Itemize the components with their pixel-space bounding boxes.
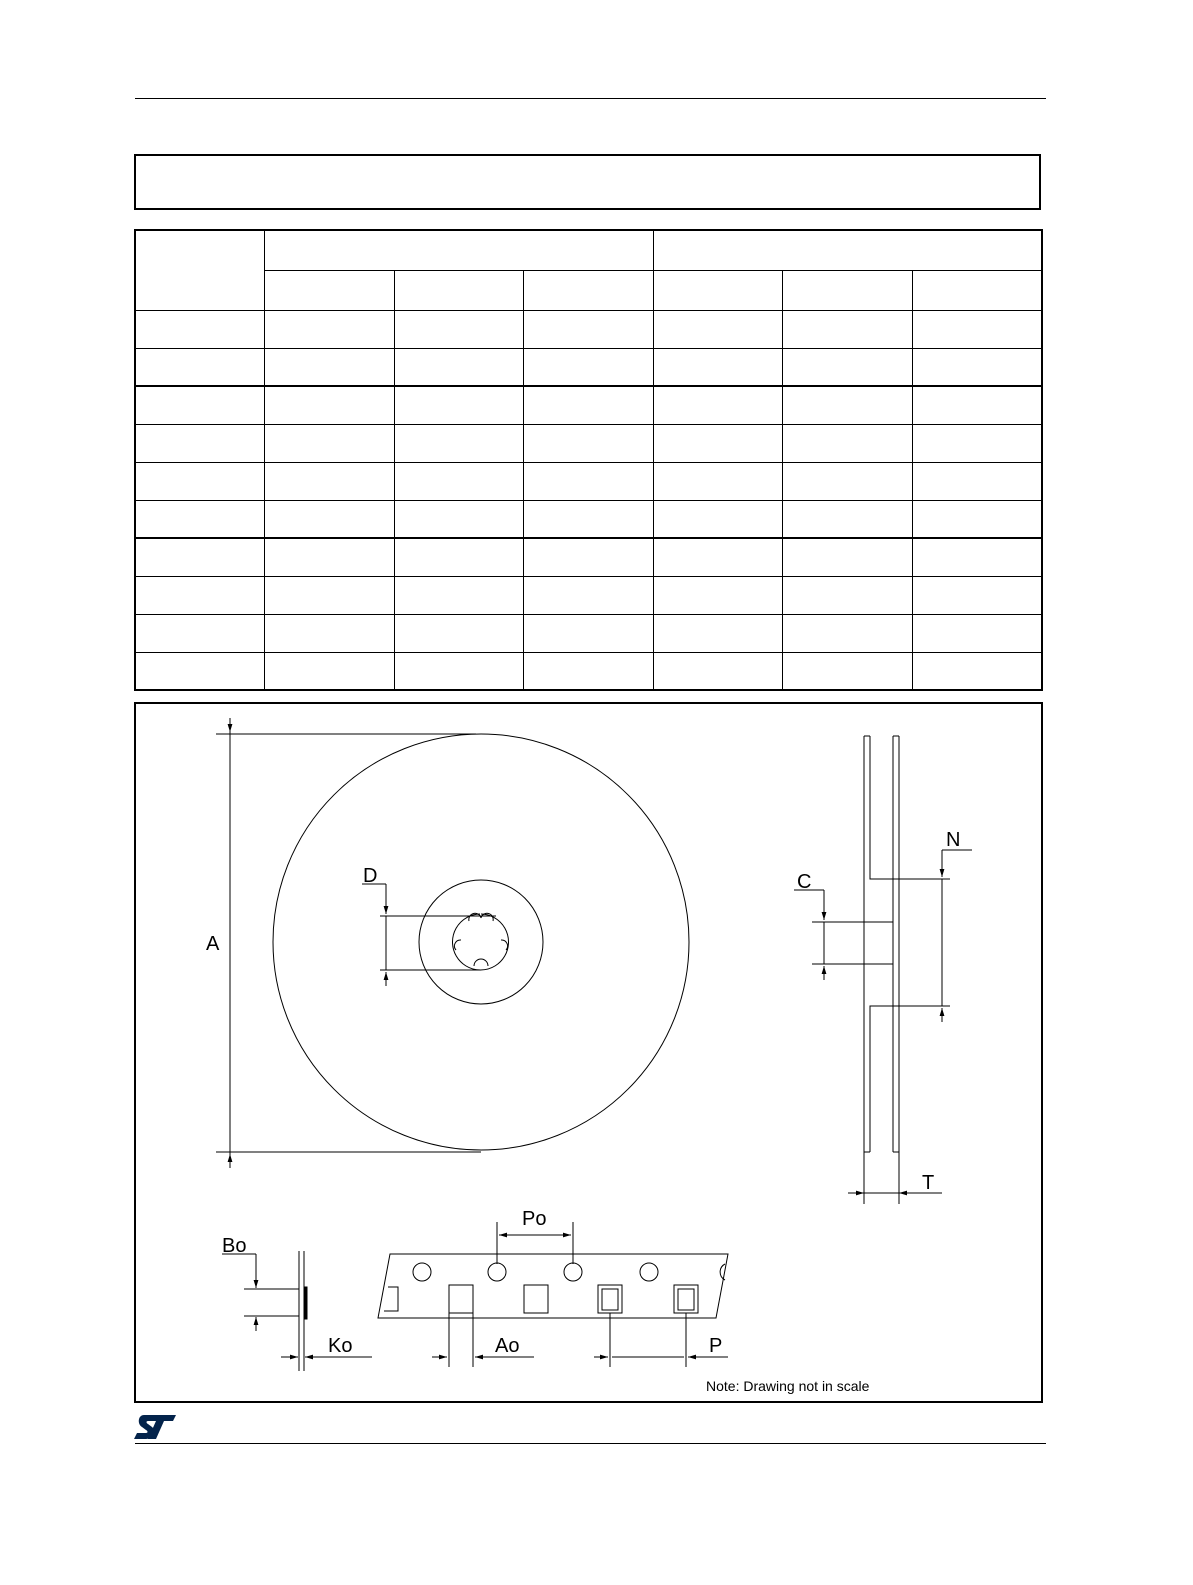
reel-front-view xyxy=(273,734,689,1150)
dimension-d xyxy=(362,884,496,986)
table-subheader xyxy=(782,270,912,310)
table-title-box xyxy=(134,154,1041,210)
table-row xyxy=(135,500,1042,538)
drawing-note: Note: Drawing not in scale xyxy=(706,1378,870,1394)
st-logo xyxy=(134,1413,176,1446)
footer-rule xyxy=(135,1443,1046,1444)
dimension-n xyxy=(893,850,972,1022)
label-p: P xyxy=(709,1335,723,1357)
label-a: A xyxy=(206,933,220,955)
table-row xyxy=(135,538,1042,576)
label-c: C xyxy=(797,871,812,893)
st-logo-icon xyxy=(134,1413,176,1441)
dimension-a xyxy=(216,718,481,1168)
table-row xyxy=(135,652,1042,690)
table-row xyxy=(135,462,1042,500)
label-po: Po xyxy=(522,1208,547,1230)
table-row xyxy=(135,614,1042,652)
table-row xyxy=(135,576,1042,614)
table-subheader xyxy=(523,270,653,310)
tape-top-view xyxy=(378,1222,728,1367)
table-subheader xyxy=(653,270,782,310)
table-header-group-2 xyxy=(653,230,1042,270)
table-row xyxy=(135,348,1042,386)
reel-spindle-hole xyxy=(453,914,509,970)
header-rule xyxy=(135,98,1046,99)
reel-hub xyxy=(419,880,543,1004)
table-row xyxy=(135,310,1042,348)
table-header-ref xyxy=(135,230,264,310)
table-subheader xyxy=(394,270,523,310)
table-row xyxy=(135,424,1042,462)
reel-outer-flange xyxy=(273,734,689,1150)
reel-dimensions-table xyxy=(134,229,1043,691)
reel-side-view xyxy=(864,736,899,1204)
label-bo: Bo xyxy=(222,1235,247,1257)
table-subheader xyxy=(264,270,394,310)
label-ko: Ko xyxy=(328,1335,353,1357)
table-subheader xyxy=(912,270,1042,310)
label-ao: Ao xyxy=(495,1335,520,1357)
dimension-c xyxy=(794,890,893,980)
label-n: N xyxy=(946,829,961,851)
table-header-group-1 xyxy=(264,230,653,270)
reel-drawing-svg xyxy=(136,704,1041,1401)
label-t: T xyxy=(922,1172,935,1194)
table-row xyxy=(135,386,1042,424)
reel-drawing xyxy=(134,702,1043,1403)
label-d: D xyxy=(363,865,378,887)
